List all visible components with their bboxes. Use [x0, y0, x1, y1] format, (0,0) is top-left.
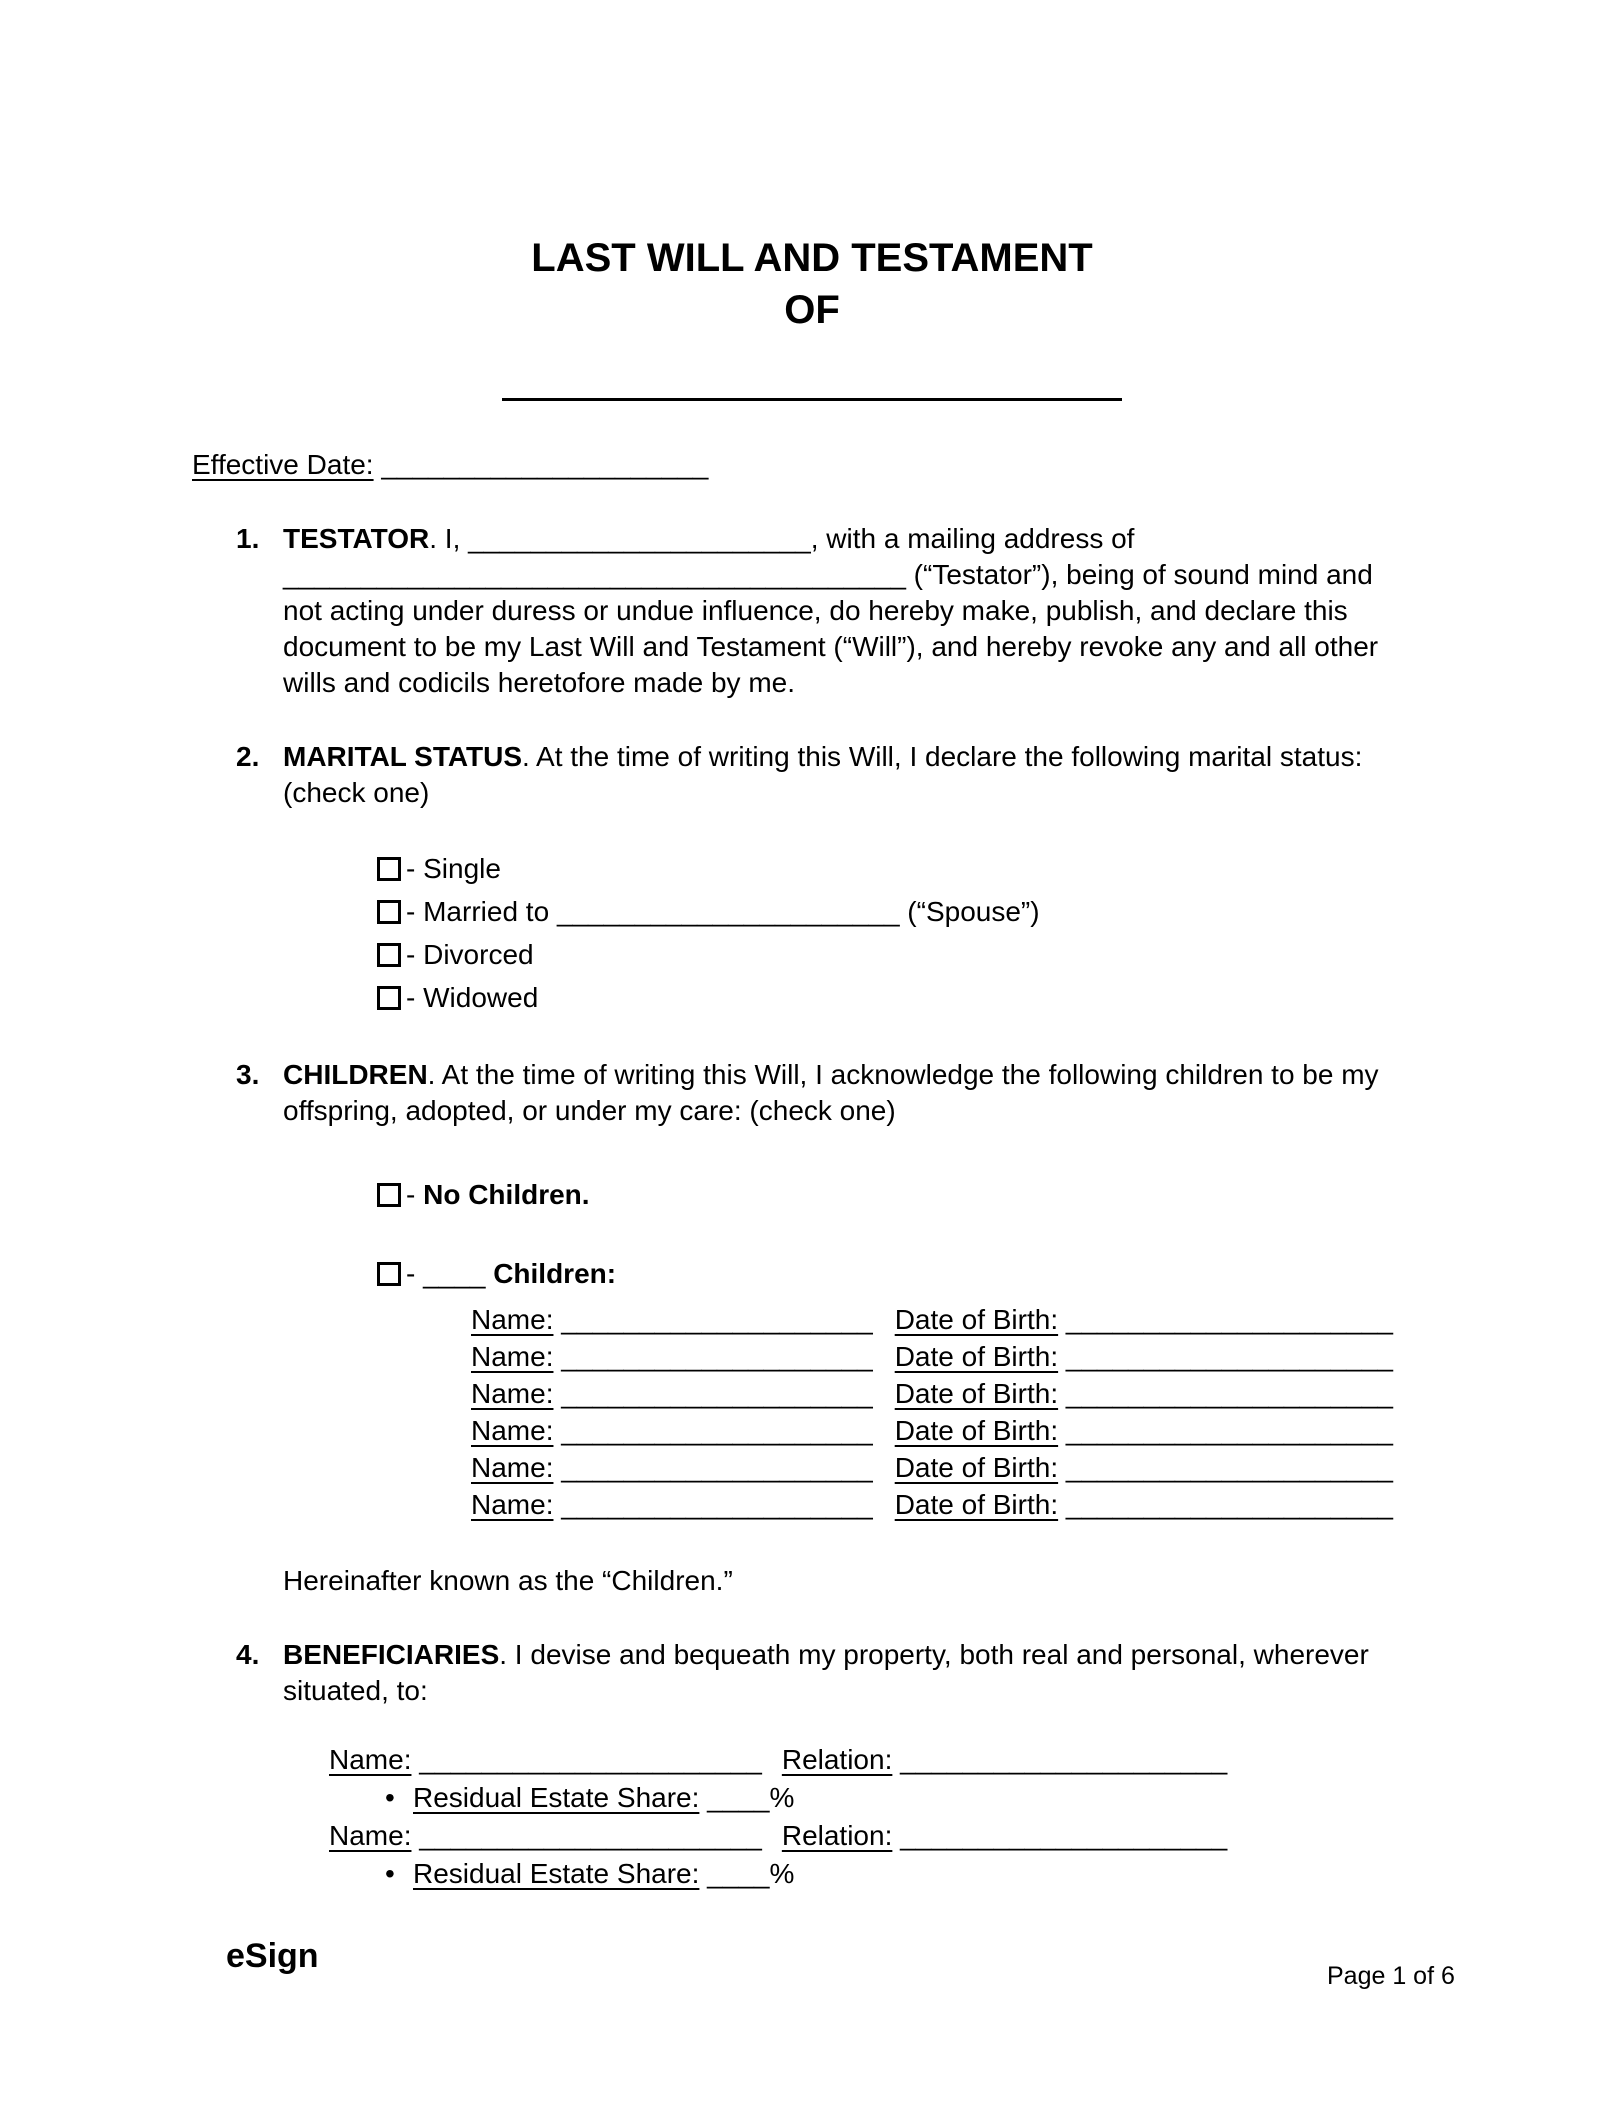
children-count-blank[interactable]: ____ — [423, 1258, 486, 1289]
option-married-row — [377, 890, 1384, 933]
beneficiary-2-share-row — [385, 1855, 1384, 1893]
has-children-checkbox[interactable] — [377, 1262, 401, 1286]
married-checkbox[interactable] — [377, 900, 401, 924]
single-checkbox[interactable] — [377, 857, 401, 881]
option-widowed-label: - Widowed — [406, 982, 539, 1013]
section-testator-text — [283, 521, 1384, 701]
section-marital-status — [236, 739, 1384, 811]
testator-body-text: (“Testator”), being of sound mind and not acting under duress or undue influence, do hereby make, publish, and declare this document to be my Last Will and Testament (“Will”), and hereby revoke any and all other wills and codicils heretofore made by me. — [283, 559, 1379, 698]
section-children — [236, 1057, 1384, 1129]
beneficiary-1-share-row — [385, 1779, 1384, 1817]
spouse-name-blank[interactable]: ______________________ — [556, 896, 900, 927]
option-single-row — [377, 847, 1384, 890]
section-marital-status-text — [283, 739, 1384, 811]
child-dob-label: Date of Birth: — [894, 1378, 1059, 1409]
share-blank[interactable]: ____ — [707, 1858, 770, 1889]
child-dob-blank[interactable]: _____________________ — [1065, 1489, 1393, 1520]
title-line-1: LAST WILL AND TESTAMENT — [531, 236, 1093, 280]
section-marital-status-number: 2. — [236, 741, 260, 772]
hereinafter-note: Hereinafter known as the “Children.” — [283, 1565, 733, 1596]
child-dob-label: Date of Birth: — [894, 1489, 1059, 1520]
option-married-label: - Married to — [406, 896, 557, 927]
section-testator-heading: TESTATOR — [283, 523, 430, 554]
child-row-6 — [471, 1486, 1393, 1523]
section-beneficiaries-heading: BENEFICIARIES — [283, 1639, 500, 1670]
child-dob-blank[interactable]: _____________________ — [1065, 1378, 1393, 1409]
child-name-blank[interactable]: ____________________ — [561, 1378, 873, 1409]
child-dob-blank[interactable]: _____________________ — [1065, 1341, 1393, 1372]
option-divorced-row — [377, 933, 1384, 976]
beneficiary-name-blank[interactable]: ______________________ — [419, 1820, 762, 1851]
option-no-children-row — [377, 1173, 1384, 1216]
beneficiary-relation-blank[interactable]: _____________________ — [900, 1820, 1228, 1851]
child-name-label: Name: — [471, 1304, 554, 1335]
child-name-label: Name: — [471, 1489, 554, 1520]
page-indicator: Page 1 of 6 — [1327, 1962, 1455, 1990]
beneficiary-2-name-row — [329, 1817, 1384, 1855]
esign-logo: eSign — [226, 1937, 319, 1975]
children-dash: - — [406, 1258, 424, 1289]
option-has-children-row — [377, 1252, 1384, 1295]
section-beneficiaries-number: 4. — [236, 1639, 260, 1670]
effective-date-row — [192, 447, 1624, 483]
document-body — [236, 521, 1393, 1893]
section-testator-number: 1. — [236, 523, 260, 554]
beneficiary-name-label: Name: — [329, 1744, 412, 1775]
child-row-5 — [471, 1449, 1393, 1486]
child-dob-blank[interactable]: _____________________ — [1065, 1415, 1393, 1446]
testator-after-name-text: , with a mailing address of — [810, 523, 1135, 554]
share-label: Residual Estate Share: — [413, 1858, 700, 1889]
child-dob-blank[interactable]: _____________________ — [1065, 1452, 1393, 1483]
option-widowed-row — [377, 976, 1384, 1019]
section-children-number: 3. — [236, 1059, 260, 1090]
children-label: Children: — [493, 1258, 617, 1289]
child-dob-label: Date of Birth: — [894, 1341, 1059, 1372]
percent-sign: % — [769, 1782, 795, 1813]
section-testator — [236, 521, 1384, 701]
child-name-label: Name: — [471, 1341, 554, 1372]
children-body-text: . At the time of writing this Will, I acknowledge the following children to be my offspring, adopted, or under my care: (check one) — [283, 1059, 1379, 1126]
child-row-1 — [471, 1301, 1393, 1338]
no-children-label: No Children. — [423, 1179, 590, 1210]
effective-date-label: Effective Date: — [192, 449, 374, 480]
beneficiary-1-name-row — [329, 1741, 1384, 1779]
beneficiary-relation-label: Relation: — [781, 1744, 893, 1775]
beneficiary-name-label: Name: — [329, 1820, 412, 1851]
child-dob-label: Date of Birth: — [894, 1452, 1059, 1483]
bullet-icon: • — [385, 1782, 395, 1813]
child-row-2 — [471, 1338, 1393, 1375]
section-beneficiaries-text — [283, 1637, 1384, 1709]
beneficiary-name-blank[interactable]: ______________________ — [419, 1744, 762, 1775]
beneficiaries-body-text: . I devise and bequeath my property, both real and personal, wherever situated, to: — [283, 1639, 1369, 1706]
child-dob-label: Date of Birth: — [894, 1415, 1059, 1446]
option-single-label: - Single — [406, 853, 501, 884]
document-title — [0, 0, 1624, 336]
divorced-checkbox[interactable] — [377, 943, 401, 967]
child-row-4 — [471, 1412, 1393, 1449]
section-children-heading: CHILDREN — [283, 1059, 428, 1090]
marital-status-body-text: . At the time of writing this Will, I declare the following marital status: (check one) — [283, 741, 1363, 808]
section-beneficiaries — [236, 1637, 1384, 1709]
option-married-suffix: (“Spouse”) — [899, 896, 1040, 927]
child-name-label: Name: — [471, 1452, 554, 1483]
section-children-text — [283, 1057, 1384, 1129]
beneficiary-relation-blank[interactable]: _____________________ — [900, 1744, 1228, 1775]
child-name-blank[interactable]: ____________________ — [561, 1341, 873, 1372]
title-line-2: OF — [784, 288, 840, 332]
child-name-blank[interactable]: ____________________ — [561, 1489, 873, 1520]
child-dob-blank[interactable]: _____________________ — [1065, 1304, 1393, 1335]
children-table — [471, 1301, 1393, 1523]
effective-date-blank[interactable]: _____________________ — [381, 449, 709, 480]
bullet-icon: • — [385, 1858, 395, 1889]
no-children-dash: - — [406, 1179, 424, 1210]
child-name-label: Name: — [471, 1415, 554, 1446]
testator-name-blank[interactable]: ______________________ — [468, 523, 811, 554]
share-label: Residual Estate Share: — [413, 1782, 700, 1813]
beneficiary-relation-label: Relation: — [781, 1820, 893, 1851]
child-name-blank[interactable]: ____________________ — [561, 1452, 873, 1483]
option-divorced-label: - Divorced — [406, 939, 534, 970]
child-dob-label: Date of Birth: — [894, 1304, 1059, 1335]
percent-sign: % — [769, 1858, 795, 1889]
testator-intro-text: . I, — [429, 523, 469, 554]
section-marital-status-heading: MARITAL STATUS — [283, 741, 523, 772]
child-row-3 — [471, 1375, 1393, 1412]
testator-address-blank[interactable]: ________________________________________ — [283, 559, 906, 590]
widowed-checkbox[interactable] — [377, 986, 401, 1010]
marital-status-options — [377, 847, 1384, 1019]
child-name-label: Name: — [471, 1378, 554, 1409]
share-blank[interactable]: ____ — [707, 1782, 770, 1813]
testator-name-line-blank[interactable] — [502, 398, 1122, 401]
child-name-blank[interactable]: ____________________ — [561, 1304, 873, 1335]
child-name-blank[interactable]: ____________________ — [561, 1415, 873, 1446]
beneficiaries-list — [236, 1741, 1384, 1893]
no-children-checkbox[interactable] — [377, 1183, 401, 1207]
